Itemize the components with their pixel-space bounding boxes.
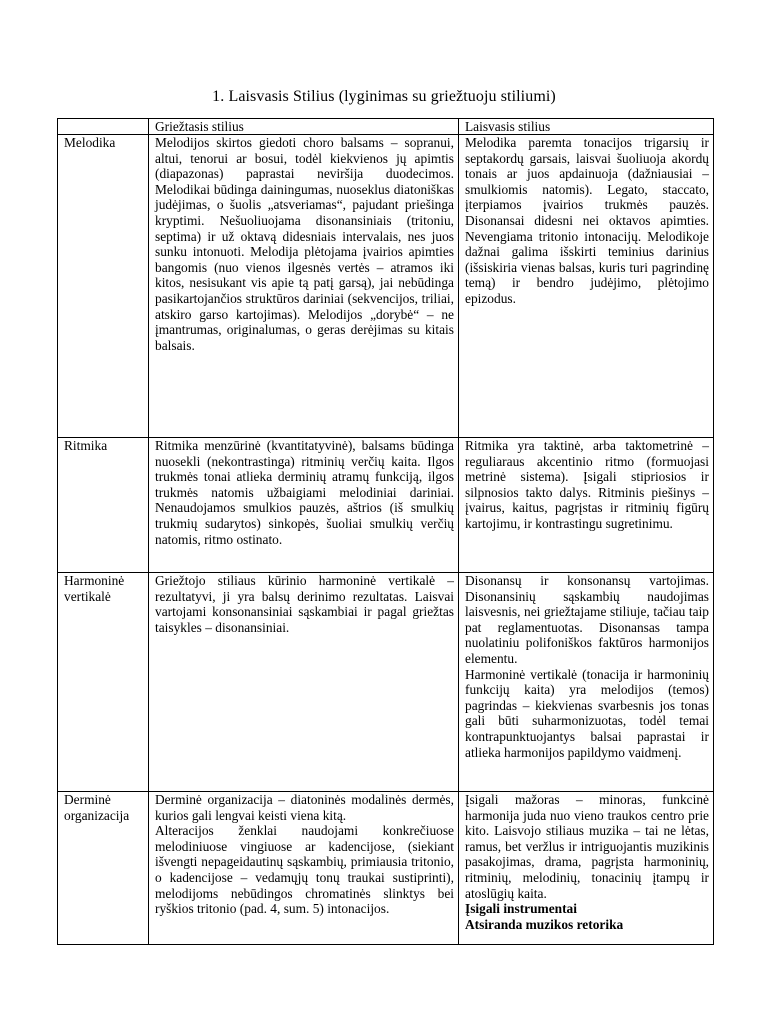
row-label: Derminė organizacija <box>58 792 149 945</box>
free-style-cell <box>459 573 714 792</box>
row-label: Harmoninė vertikalė <box>58 573 149 792</box>
table-row-dermine-organizacija <box>58 792 714 945</box>
cell-paragraph: Ritmika yra taktinė, arba taktometrinė – reguliaraus akcentinio ritmo (formuojasi metrinė sistema). Įsigali stipriosios ir silpnosios takto dalys. Ritminis piešinys – įvairus, kaitus, pagrįstas ir ritminių figūrų kartojimu, ir kontrastingu sugretinimu. <box>465 438 709 531</box>
cell-paragraph: Įsigali mažoras – minoras, funkcinė harmonija juda nuo vieno traukos centro prie kito. Laisvojo stiliaus muzika – tai ne lėtas, ramus, bet veržlus ir intriguojantis muzikinis pasakojimas, drama, pagrįsta harmoninių, ritminių, melodinių, tonacinių įtampų ir atoslūgių kaita. <box>465 792 709 901</box>
table-header-row <box>58 119 714 135</box>
row-label: Melodika <box>58 135 149 438</box>
cell-paragraph: Alteracijos ženklai naudojami konkrečiuose melodiniuose vingiuose ar kadencijose, (siekiant išvengti nepageidautinų sąskambių, primiausia tritonio, o kadencijose – vedamųjų tonų traukai sustiprinti), melodijoms nebūdingos chromatinės slinktys bei ryškios tritonio (pad. 4, sum. 5) intonacijos. <box>155 823 454 917</box>
document-title: 1. Laisvasis Stilius (lyginimas su griežtuoju stiliumi) <box>212 88 556 105</box>
cell-paragraph: Harmoninė vertikalė (tonacija ir harmoninių funkcijų kaita) yra melodijos (temos) pagrindas – kiekvienas svarbesnis jos tonas gali būti suharmonizuotas, todėl temai kontrapunktuojantys balsai paprastai ir atlieka harmonijos papildymo vaidmenį. <box>465 666 709 760</box>
cell-paragraph: Derminė organizacija – diatoninės modalinės dermės, kurios gali lengvai keisti viena kitą. <box>155 792 454 823</box>
header-strict-style: Griežtasis stilius <box>149 119 459 135</box>
cell-paragraph: Ritmika menzūrinė (kvantitatyvinė), balsams būdinga nuosekli (nekontrastinga) ritminių verčių kaita. Ilgos trukmės tonai atlieka derminių atramų funkciją, ilgos trukmės natomis užbaigiami melodiniai dariniai. Nenaudojamos smulkios pauzės, aštrios (iš smulkių trukmių sudarytos) sinkopės, šuoliai smulkių verčių natomis, ritmo ostinato. <box>155 438 454 547</box>
table-row-harmonine-vertikale <box>58 573 714 792</box>
cell-paragraph: Disonansų ir konsonansų vartojimas. Disonansinių sąskambių naudojimas laisvesnis, nei griežtajame stiliuje, tačiau taip pat reglamentuotas. Disonansas tampa nuolatiniu polifoniškos faktūros harmonijos elementu. <box>465 573 709 666</box>
header-empty <box>58 119 149 135</box>
strict-style-cell <box>149 573 459 792</box>
cell-paragraph: Griežtojo stiliaus kūrinio harmoninė vertikalė – rezultatyvi, ji yra balsų derinimo rezultatas. Laisvai vartojami konsonansiniai sąskambiai ir pagal griežtas taisykles – disonansiniai. <box>155 573 454 635</box>
free-style-cell <box>459 792 714 945</box>
cell-paragraph: Melodika paremta tonacijos trigarsių ir septakordų garsais, laisvai šuoliuoja akordų tonais ar juos apdainuoja (dažniausiai – smulkiomis natomis). Legato, staccato, įterpiamos įvairios trukmės pauzės. Disonansai didesni nei oktavos apimties. Nevengiama tritonio intonacijų. Melodikoje dažnai galima išskirti teminius darinius (išsiskiria vienas balsas, kuris turi pagrindinę temą) ir bendro judėjimo, plėtojimo epizodus. <box>465 135 709 306</box>
free-style-cell <box>459 438 714 573</box>
strict-style-cell <box>149 438 459 573</box>
cell-bold-line: Atsiranda muzikos retorika <box>465 916 624 932</box>
header-free-style: Laisvasis stilius <box>459 119 714 135</box>
strict-style-cell <box>149 792 459 945</box>
cell-bold-line: Įsigali instrumentai <box>465 901 577 917</box>
free-style-cell <box>459 135 714 438</box>
row-label: Ritmika <box>58 438 149 573</box>
table-row-ritmika <box>58 438 714 573</box>
strict-style-cell <box>149 135 459 438</box>
cell-paragraph: Melodijos skirtos giedoti choro balsams – sopranui, altui, tenorui ar bosui, todėl kiekvienos jų apimtis (diapazonas) paprastai neviršija duodecimos. Melodikai būdinga dainingumas, nuoseklus diatoniškas judėjimas, o šuolis „atsveriamas“, pajudant priešinga kryptimi. Nešuoliuojama disonansiniais (tritoniu, septima) ir už oktavą didesniais intervalais, nes juos sunku intonuoti. Melodija plėtojama įvairios apimties bangomis (nuo vienos ilgesnės vertės – atramos iki kitos, nesisukant vis apie tą patį garsą), jai nebūdinga pasikartojančios struktūros dariniai (sekvencijos, triliai, atskiro garso kartojimas). Melodijos „dorybė“ – ne įmantrumas, originalumas, o geras derėjimas su kitais balsais. <box>155 135 454 353</box>
comparison-table <box>57 118 714 945</box>
table-row-melodika <box>58 135 714 438</box>
